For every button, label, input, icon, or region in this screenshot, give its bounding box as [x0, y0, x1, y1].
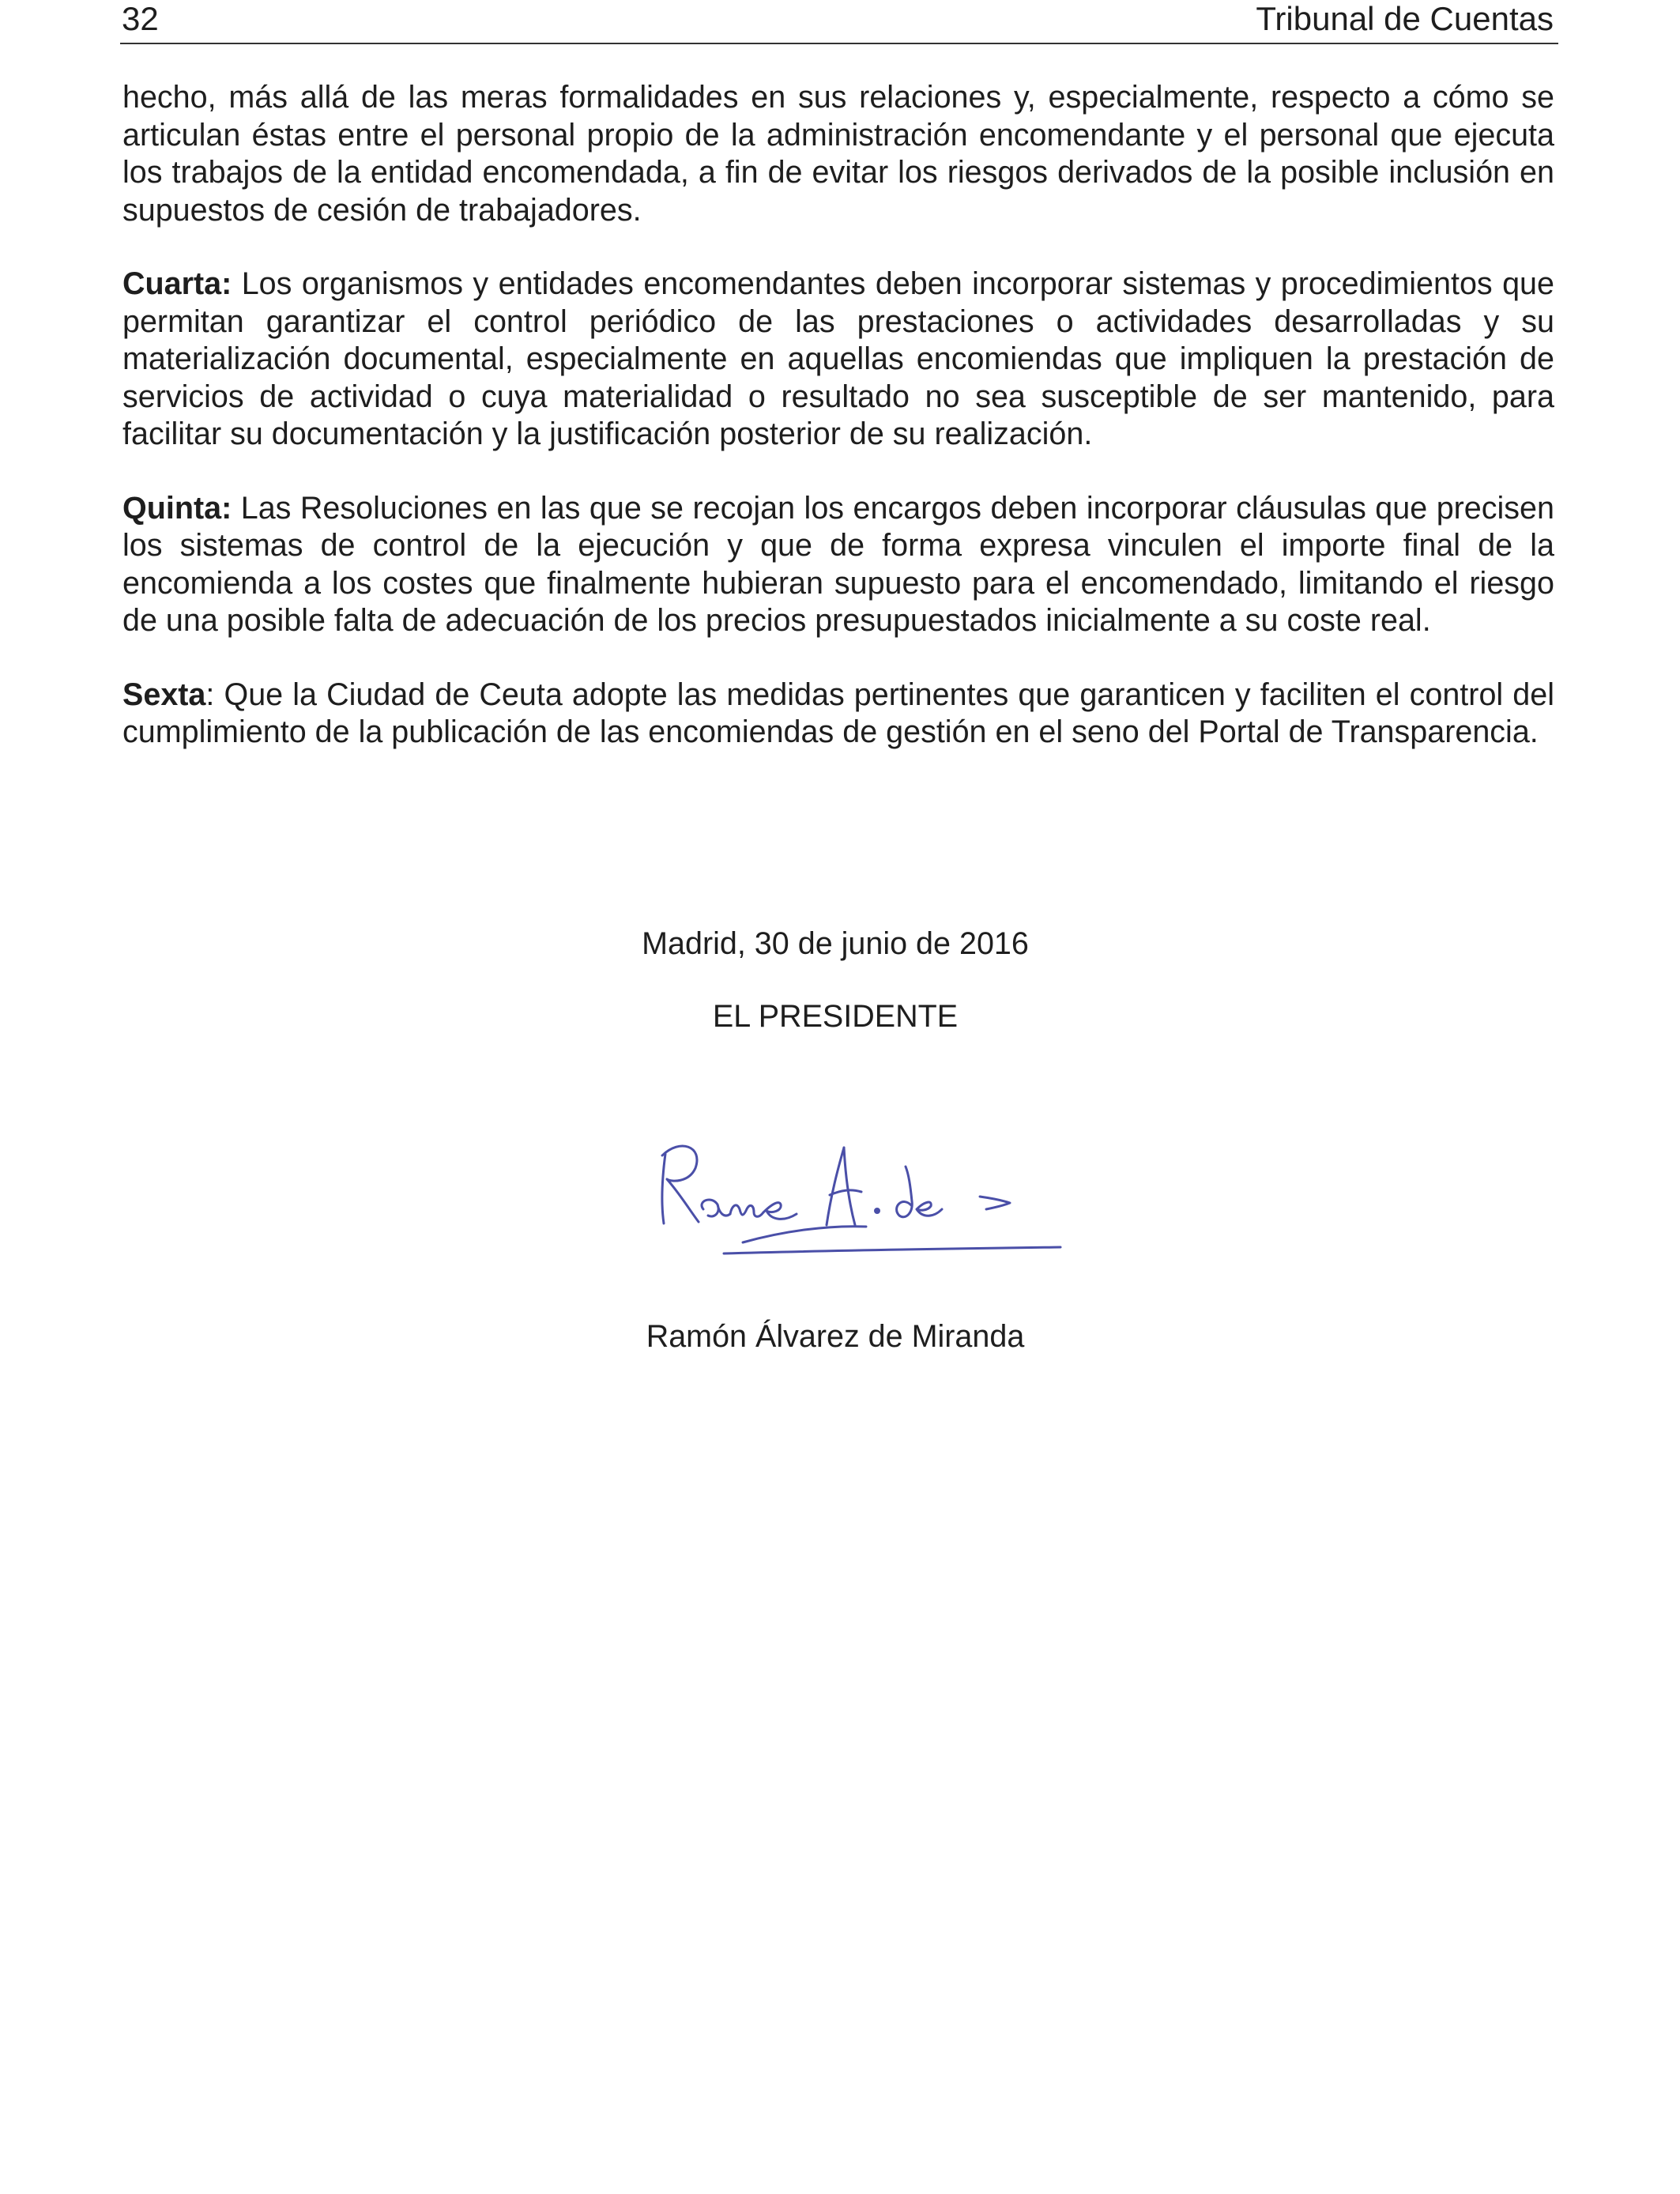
- paragraph-text: Los organismos y entidades encomendantes deben incorporar sistemas y procedimientos que permitan garantizar el control periódico de las prestaciones o actividades desarrolladas y su materialización documental, especialmente en aquellas encomiendas que impliquen la prestación de servicios de actividad o cuya materialidad o resultado no sea susceptible de ser mantenido, para facilitar su documentación y la justificación posterior de su realización.: [122, 266, 1554, 451]
- paragraph-quinta: [122, 490, 1554, 640]
- paragraph-lead: Sexta: [122, 677, 206, 712]
- running-title: Tribunal de Cuentas: [1256, 0, 1554, 37]
- page-number: 32: [122, 0, 159, 37]
- paragraph-sexta: [122, 677, 1554, 752]
- paragraph-cuarta: [122, 266, 1554, 454]
- document-body: [122, 79, 1554, 788]
- signatory-role: EL PRESIDENTE: [712, 999, 959, 1034]
- place-and-date: Madrid, 30 de junio de 2016: [642, 926, 1029, 961]
- page-header: [120, 0, 1558, 44]
- paragraph-text: hecho, más allá de las meras formalidades en sus relaciones y, especialmente, respecto a cómo se articulan éstas entre el personal propio de la administración encomendante y el personal que ejecuta los trabajos de la entidad encomendada, a fin de evitar los riesgos derivados de la posible inclusión en supuestos de cesión de trabajadores.: [122, 80, 1554, 228]
- paragraph-lead: Quinta:: [122, 490, 232, 526]
- paragraph-lead: Cuarta:: [122, 266, 232, 301]
- paragraph-continuation: [122, 79, 1554, 229]
- handwritten-signature: [648, 1106, 1075, 1280]
- paragraph-text: Las Resoluciones en las que se recojan los encargos deben incorporar cláusulas que precisen los sistemas de control de la ejecución y que de forma expresa vinculen el importe final de la encomienda a los costes que finalmente hubieran supuesto para el encomendado, limitando el riesgo de una posible falta de adecuación de los precios presupuestados inicialmente a su coste real.: [122, 490, 1554, 638]
- signatory-name: Ramón Álvarez de Miranda: [646, 1319, 1025, 1354]
- paragraph-text: : Que la Ciudad de Ceuta adopte las medidas pertinentes que garanticen y faciliten el control del cumplimiento de la publicación de las encomiendas de gestión en el seno del Portal de Transparencia.: [122, 677, 1554, 749]
